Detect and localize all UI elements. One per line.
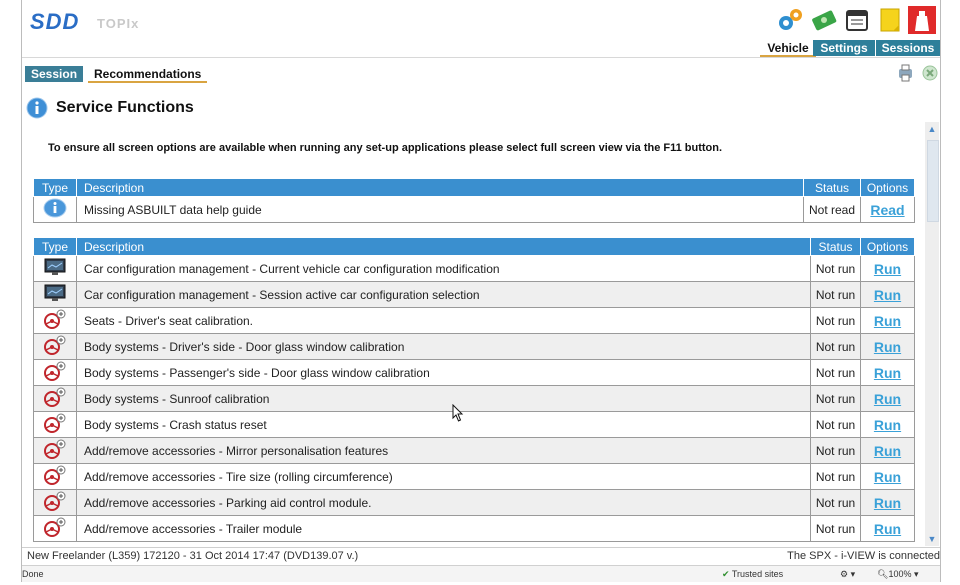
zone-status <box>722 569 783 580</box>
description-cell: Body systems - Driver's side - Door glass window calibration <box>77 334 811 360</box>
description-cell: Car configuration management - Current vehicle car configuration modification <box>77 256 811 282</box>
tab-sessions[interactable]: Sessions <box>876 40 940 56</box>
run-link[interactable]: Run <box>873 338 902 355</box>
steering-wheel-icon <box>42 361 68 381</box>
option-cell <box>861 438 915 464</box>
steering-wheel-icon <box>42 465 68 485</box>
col-description: Description <box>77 179 804 197</box>
col-options: Options <box>861 238 915 256</box>
scroll-thumb[interactable] <box>927 140 939 222</box>
steering-wheel-icon <box>42 517 68 537</box>
status-cell: Not run <box>811 412 861 438</box>
table-row <box>34 412 915 438</box>
run-link[interactable]: Run <box>873 442 902 459</box>
app-window <box>21 0 941 582</box>
page-title: Service Functions <box>56 99 194 116</box>
zoom-level: 100% <box>888 569 912 579</box>
status-cell: Not run <box>811 256 861 282</box>
description-cell: Body systems - Passenger's side - Door glass window calibration <box>77 360 811 386</box>
notes-icon[interactable] <box>876 6 904 34</box>
description-cell: Seats - Driver's seat calibration. <box>77 308 811 334</box>
col-status: Status <box>804 179 861 197</box>
type-cell <box>34 386 77 412</box>
status-cell: Not run <box>811 438 861 464</box>
type-cell <box>34 256 77 282</box>
status-cell: Not read <box>804 197 861 223</box>
description-cell: Car configuration management - Session active car configuration selection <box>77 282 811 308</box>
status-cell: Not run <box>811 334 861 360</box>
type-cell <box>34 516 77 542</box>
type-cell <box>34 464 77 490</box>
sdd-logo: SDD <box>30 9 80 34</box>
table-row <box>34 256 915 282</box>
table-row <box>34 490 915 516</box>
status-cell: Not run <box>811 464 861 490</box>
info-icon <box>26 97 48 119</box>
type-cell <box>34 490 77 516</box>
type-cell <box>34 360 77 386</box>
steering-wheel-icon <box>42 387 68 407</box>
vertical-scrollbar[interactable] <box>925 122 939 546</box>
zoom-control[interactable]: 🔍︎100% ▾ <box>877 569 919 579</box>
sub-tab-bar <box>22 64 940 84</box>
table-row <box>34 516 915 542</box>
session-footer <box>22 547 940 565</box>
zone-label: Trusted sites <box>731 569 784 579</box>
steering-wheel-icon <box>42 309 68 329</box>
option-cell <box>861 490 915 516</box>
vehicle-info: New Freelander (L359) 172120 - 31 Oct 2014 17:47 (DVD139.07 v.) <box>27 550 359 562</box>
col-status: Status <box>811 238 861 256</box>
monitor-icon <box>44 258 66 276</box>
zone-menu-icon[interactable]: ⚙ ▾ <box>840 569 856 579</box>
table-row <box>34 308 915 334</box>
mouse-cursor-icon <box>452 404 464 422</box>
browser-status-bar <box>22 565 940 582</box>
type-cell <box>34 282 77 308</box>
table-row <box>34 197 915 223</box>
option-cell <box>861 256 915 282</box>
option-cell <box>861 464 915 490</box>
zoom-icon: 🔍︎ <box>877 569 889 579</box>
run-link[interactable]: Run <box>873 260 902 277</box>
status-cell: Not run <box>811 282 861 308</box>
option-cell <box>861 282 915 308</box>
gears-icon[interactable] <box>776 6 804 34</box>
status-cell: Not run <box>811 516 861 542</box>
money-icon[interactable] <box>810 6 838 34</box>
scroll-up-icon[interactable]: ▲ <box>927 124 937 134</box>
fullscreen-notice: To ensure all screen options are available when running any set-up applications please select full screen view via the F11 button. <box>48 142 723 154</box>
option-cell <box>861 386 915 412</box>
description-cell: Add/remove accessories - Trailer module <box>77 516 811 542</box>
bottle-icon[interactable] <box>908 6 936 34</box>
check-icon: ✔ <box>722 569 732 579</box>
description-cell: Add/remove accessories - Parking aid control module. <box>77 490 811 516</box>
status-cell: Not run <box>811 386 861 412</box>
tab-settings[interactable]: Settings <box>813 40 875 56</box>
run-link[interactable]: Run <box>873 520 902 537</box>
service-functions-panel <box>22 86 924 546</box>
description-cell: Missing ASBUILT data help guide <box>77 197 804 223</box>
run-link[interactable]: Run <box>873 390 902 407</box>
run-link[interactable]: Run <box>873 286 902 303</box>
type-cell <box>34 197 77 223</box>
calendar-icon[interactable] <box>843 6 871 34</box>
functions-table <box>33 237 915 542</box>
table-row <box>34 386 915 412</box>
col-description: Description <box>77 238 811 256</box>
info-icon <box>43 198 67 218</box>
tab-recommendations[interactable]: Recommendations <box>88 66 207 83</box>
page-status: Done <box>22 569 44 579</box>
description-cell: Add/remove accessories - Mirror personalisation features <box>77 438 811 464</box>
table-row <box>34 360 915 386</box>
option-cell <box>861 360 915 386</box>
run-link[interactable]: Run <box>873 494 902 511</box>
type-cell <box>34 412 77 438</box>
scroll-down-icon[interactable]: ▼ <box>927 534 937 544</box>
product-name: TOPIx <box>97 16 140 31</box>
run-link[interactable]: Run <box>873 364 902 381</box>
steering-wheel-icon <box>42 491 68 511</box>
description-cell: Body systems - Crash status reset <box>77 412 811 438</box>
col-type: Type <box>34 179 77 197</box>
run-link[interactable]: Run <box>873 468 902 485</box>
option-cell <box>861 334 915 360</box>
description-cell: Add/remove accessories - Tire size (rolling circumference) <box>77 464 811 490</box>
steering-wheel-icon <box>42 335 68 355</box>
help-table <box>33 178 915 223</box>
status-cell: Not run <box>811 360 861 386</box>
read-link[interactable]: Read <box>870 201 905 218</box>
steering-wheel-icon <box>42 413 68 433</box>
table-row <box>34 438 915 464</box>
run-link[interactable]: Run <box>873 416 902 433</box>
connection-status: The SPX - i-VIEW is connected <box>787 550 940 562</box>
close-icon[interactable] <box>920 63 940 83</box>
table-row <box>34 282 915 308</box>
table-row <box>34 464 915 490</box>
type-cell <box>34 308 77 334</box>
print-icon[interactable] <box>896 63 916 83</box>
col-type: Type <box>34 238 77 256</box>
type-cell <box>34 438 77 464</box>
status-cell: Not run <box>811 490 861 516</box>
tab-session[interactable]: Session <box>25 66 83 82</box>
option-cell <box>861 516 915 542</box>
monitor-icon <box>44 284 66 302</box>
functions-table-header <box>34 238 915 256</box>
tab-vehicle[interactable]: Vehicle <box>760 40 816 57</box>
steering-wheel-icon <box>42 439 68 459</box>
option-cell <box>861 412 915 438</box>
description-cell: Body systems - Sunroof calibration <box>77 386 811 412</box>
table-row <box>34 334 915 360</box>
option-cell <box>861 197 915 223</box>
help-table-header <box>34 179 915 197</box>
option-cell <box>861 308 915 334</box>
col-options: Options <box>861 179 915 197</box>
run-link[interactable]: Run <box>873 312 902 329</box>
type-cell <box>34 334 77 360</box>
status-cell: Not run <box>811 308 861 334</box>
app-header <box>22 0 940 58</box>
